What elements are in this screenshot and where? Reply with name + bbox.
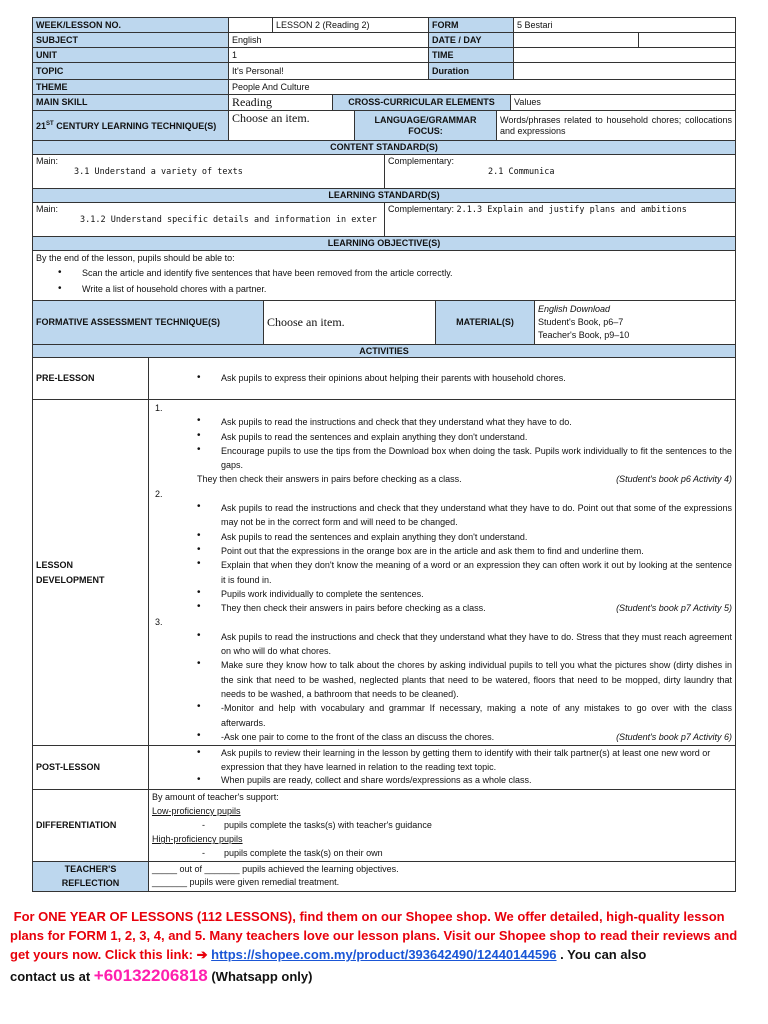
content-standard-comp bbox=[385, 155, 736, 189]
form-value: 5 Bestari bbox=[514, 18, 736, 33]
duration-label: Duration bbox=[429, 63, 514, 80]
material-item: Student's Book, p6–7 bbox=[538, 317, 624, 327]
materials bbox=[535, 301, 736, 345]
step-last-text: • They then check their answers in pairs before checking as a class. bbox=[221, 603, 486, 614]
promo-contact bbox=[10, 966, 760, 986]
pre-lesson-label: PRE-LESSON bbox=[33, 358, 149, 400]
main-skill-value[interactable]: Reading bbox=[229, 95, 333, 111]
week-label: WEEK/LESSON NO. bbox=[33, 18, 229, 33]
step1-tail bbox=[152, 472, 732, 486]
step-item bbox=[197, 730, 732, 744]
material-item: English Download bbox=[538, 304, 611, 314]
content-main-label: Main: bbox=[36, 156, 59, 166]
lesson-plan bbox=[32, 17, 735, 892]
lesson-development-content bbox=[149, 400, 736, 746]
cross-curricular-label: CROSS-CURRICULAR ELEMENTS bbox=[333, 95, 511, 111]
step-item bbox=[197, 601, 732, 615]
header-table bbox=[32, 17, 736, 95]
step-item: • Ask pupils to read the instructions and check that they understand what they have to do. Point out that some of the expressions may not be in the correct form and will need to be changed. bbox=[197, 501, 732, 530]
assessment-value-dropdown[interactable]: Choose an item. bbox=[264, 301, 436, 345]
assessment-label: FORMATIVE ASSESSMENT TECHNIQUE(S) bbox=[33, 301, 264, 345]
promo-block bbox=[10, 907, 760, 986]
learning-standard-heading: LEARNING STANDARD(S) bbox=[33, 189, 736, 203]
day-value[interactable] bbox=[639, 33, 736, 48]
material-label: MATERIAL(S) bbox=[436, 301, 535, 345]
theme-label: THEME bbox=[33, 80, 229, 95]
week-value[interactable] bbox=[229, 18, 273, 33]
step-number: 1. bbox=[155, 403, 163, 413]
learning-main-label: Main: bbox=[36, 204, 59, 214]
c21-value-dropdown[interactable]: Choose an item. bbox=[229, 111, 355, 141]
learning-objectives bbox=[33, 251, 736, 301]
pre-lesson-item: • Ask pupils to express their opinions about helping their parents with household chores. bbox=[197, 373, 732, 384]
content-standard-heading: CONTENT STANDARD(S) bbox=[33, 141, 736, 155]
promo-after-link: . You can also bbox=[556, 947, 647, 962]
step-item: • Ask pupils to read the sentences and explain anything they don't understand. bbox=[197, 430, 732, 444]
topic-label: TOPIC bbox=[33, 63, 229, 80]
material-item: Teacher's Book, p9–10 bbox=[538, 330, 630, 340]
theme-value: People And Culture bbox=[229, 80, 736, 95]
assessment-table bbox=[32, 300, 736, 345]
post-lesson-content bbox=[149, 746, 736, 790]
step-item: • Encourage pupils to use the tips from the Download box when doing the task. Pupils work individually to fit the sentences to the gaps. bbox=[197, 444, 732, 473]
differentiation-content bbox=[149, 789, 736, 861]
step-item: • Pupils work individually to complete the sentences. bbox=[197, 587, 732, 601]
c21-sup: ST bbox=[46, 121, 54, 127]
form-label: FORM bbox=[429, 18, 514, 33]
diff-high-heading: High-proficiency pupils bbox=[152, 834, 243, 845]
step-item: • Point out that the expressions in the orange box are in the article and ask them to find and underline them. bbox=[197, 544, 732, 558]
learning-objective-heading: LEARNING OBJECTIVE(S) bbox=[33, 237, 736, 251]
time-label: TIME bbox=[429, 48, 514, 63]
post-lesson-item: • Ask pupils to review their learning in the lesson by getting them to identify with their talk partner(s) at least one new word or expression that they have learned in relation to the reading text topic. bbox=[197, 747, 732, 774]
step-item: • Make sure they know how to talk about the chores by asking individual pupils to tell you what the pictures show (dirty dishes in the sink that need to be washed, neglected plants that need to be watered, floors that need to be mopped, dirty laundry that needs to be washed, a bathroom that needs to be cleaned). bbox=[197, 658, 732, 701]
subject-label: SUBJECT bbox=[33, 33, 229, 48]
lesson-value: LESSON 2 (Reading 2) bbox=[273, 18, 429, 33]
promo-body: For ONE YEAR OF LESSONS (112 LESSONS), find them on our Shopee shop. We offer detailed, high-quality lesson plans for FORM 1, 2, 3, 4, and 5. Many teachers love our lesson plans. Visit our Shopee shop to read their reviews and get yours now. Click this link: bbox=[10, 909, 738, 962]
diff-low-item: pupils complete the tasks(s) with teacher's guidance bbox=[224, 820, 432, 831]
reflection-line: _____ out of _______ pupils achieved the learning objectives. bbox=[152, 863, 399, 874]
topic-value: It's Personal! bbox=[229, 63, 429, 80]
step-item: • Explain that when they don't know the meaning of a word or an expression they can often work it out by looking at the sentence it is found in. bbox=[197, 558, 732, 587]
cross-curricular-value: Values bbox=[511, 95, 736, 111]
learning-comp-value: 2.1.3 Explain and justify plans and ambitions bbox=[456, 205, 687, 215]
subject-value: English bbox=[229, 33, 429, 48]
dev-label-line: LESSON bbox=[36, 559, 74, 570]
content-comp-value: 2.1 Communica bbox=[488, 167, 555, 177]
activities-heading: ACTIVITIES bbox=[33, 345, 736, 358]
standards-table bbox=[32, 140, 736, 301]
phone-number[interactable]: +60132206818 bbox=[93, 966, 208, 985]
post-lesson-item: • When pupils are ready, collect and share words/expressions as a whole class. bbox=[197, 774, 732, 788]
reflection-line: _______ pupils were given remedial treatment. bbox=[152, 877, 340, 888]
learning-standard-comp bbox=[385, 203, 736, 237]
step-item: • Ask pupils to read the instructions and check that they understand what they have to do. bbox=[197, 415, 732, 429]
promo-text bbox=[10, 907, 760, 964]
step-tail-text: They then check their answers in pairs before checking as a class. bbox=[197, 474, 462, 485]
diff-low-row bbox=[152, 818, 732, 832]
teacher-reflection-content[interactable] bbox=[149, 861, 736, 891]
diff-low-heading: Low-proficiency pupils bbox=[152, 805, 241, 816]
activities-table bbox=[32, 344, 736, 892]
technique-table bbox=[32, 110, 736, 141]
date-label: DATE / DAY bbox=[429, 33, 514, 48]
c21-number: 21 bbox=[36, 121, 47, 131]
diff-high-item: pupils complete the task(s) on their own bbox=[224, 848, 383, 859]
activity-reference: (Student's book p7 Activity 5) bbox=[616, 603, 733, 614]
language-focus-value: Words/phrases related to household chores; collocations and expressions bbox=[497, 111, 736, 141]
skill-table bbox=[32, 94, 736, 111]
post-lesson-label: POST-LESSON bbox=[33, 746, 149, 790]
duration-value[interactable] bbox=[514, 63, 736, 80]
objectives-intro: By the end of the lesson, pupils should be able to: bbox=[36, 253, 235, 263]
shopee-link[interactable]: https://shopee.com.my/product/393642490/12440144596 bbox=[211, 947, 557, 962]
content-standard-main bbox=[33, 155, 385, 189]
step-number: 2. bbox=[155, 488, 163, 499]
learning-comp-label: Complementary: bbox=[388, 204, 455, 214]
learning-standard-main bbox=[33, 203, 385, 237]
main-skill-label: MAIN SKILL bbox=[33, 95, 229, 111]
date-value[interactable] bbox=[514, 33, 639, 48]
content-comp-label: Complementary: bbox=[388, 156, 455, 166]
pre-lesson-content bbox=[149, 358, 736, 400]
activity-reference: (Student's book p7 Activity 6) bbox=[616, 731, 733, 742]
dash: - bbox=[202, 848, 205, 859]
dev-label-line: DEVELOPMENT bbox=[36, 574, 105, 585]
step-item: • -Monitor and help with vocabulary and grammar If necessary, making a note of any mistakes to go over with the class afterwards. bbox=[197, 701, 732, 730]
learning-main-value: 3.1.2 Understand specific details and information in exter bbox=[80, 215, 377, 225]
step-last-text: • -Ask one pair to come to the front of the class an discuss the chores. bbox=[221, 731, 495, 742]
step-item: • Ask pupils to read the instructions and check that they understand what they have to do. Stress that they must reach agreement on who will do what chores. bbox=[197, 630, 732, 659]
refl-label-line: REFLECTION bbox=[61, 877, 120, 888]
arrow-icon: ➔ bbox=[196, 947, 208, 962]
unit-label: UNIT bbox=[33, 48, 229, 63]
differentiation-label: DIFFERENTIATION bbox=[33, 789, 149, 861]
refl-label-line: TEACHER'S bbox=[64, 863, 117, 874]
c21-label bbox=[33, 111, 229, 141]
language-focus-label: LANGUAGE/GRAMMAR FOCUS: bbox=[355, 111, 497, 141]
diff-intro: By amount of teacher's support: bbox=[152, 791, 279, 802]
content-main-value: 3.1 Understand a variety of texts bbox=[74, 167, 243, 177]
step-item: • Ask pupils to read the sentences and explain anything they don't understand. bbox=[197, 530, 732, 544]
step-number: 3. bbox=[155, 617, 163, 628]
c21-text: CENTURY LEARNING TECHNIQUE(S) bbox=[53, 121, 217, 131]
dash: - bbox=[202, 820, 205, 831]
teacher-reflection-label bbox=[33, 861, 149, 891]
learning-comp-row bbox=[388, 204, 732, 216]
whatsapp-note: (Whatsapp only) bbox=[207, 969, 313, 984]
diff-high-row bbox=[152, 846, 732, 860]
lesson-development-label bbox=[33, 400, 149, 746]
unit-value: 1 bbox=[229, 48, 429, 63]
time-value[interactable] bbox=[514, 48, 736, 63]
contact-label: contact us at bbox=[10, 969, 94, 984]
activity-reference: (Student's book p6 Activity 4) bbox=[616, 474, 733, 485]
objective-item: • Scan the article and identify five sentences that have been removed from the article correctly. bbox=[58, 268, 732, 279]
objective-item: • Write a list of household chores with a partner. bbox=[58, 284, 732, 295]
